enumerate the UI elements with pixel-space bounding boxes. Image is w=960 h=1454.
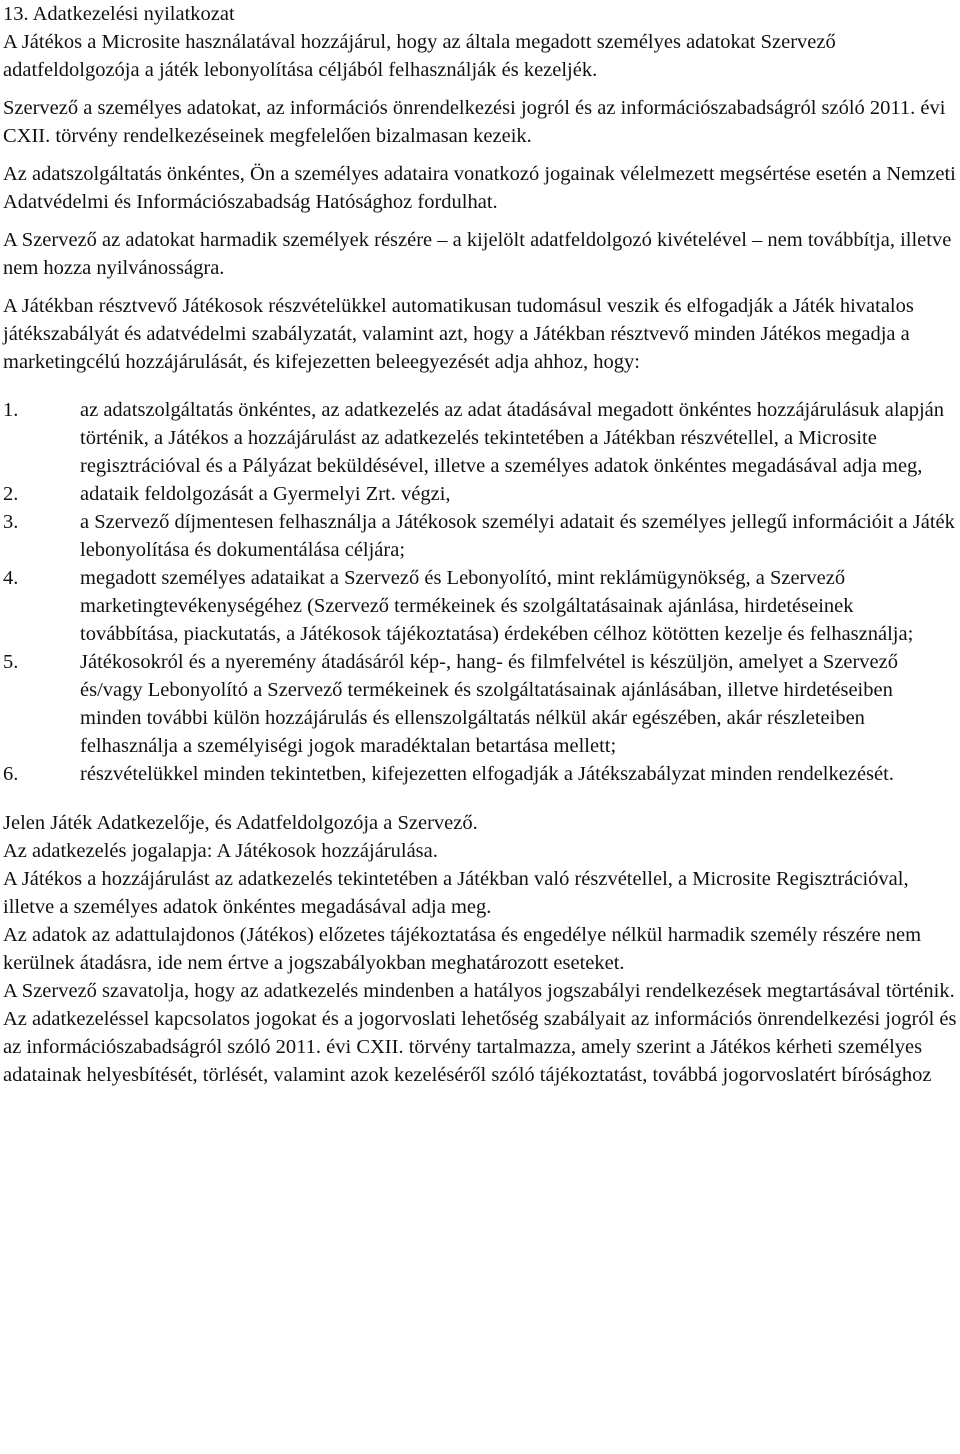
list-item-number: 5. [3, 651, 19, 673]
list-item [3, 508, 957, 564]
paragraph-consent: A Játékban résztvevő Játékosok részvételükkel automatikusan tudomásul veszik és elfogadják a Játék hivatalos játékszabályát és adatvédelmi szabályzatát, valamint azt, hogy a Játékban résztvevő minden Játékos megadja a marketingcélú hozzájárulását, és kifejezetten beleegyezését adja ahhoz, hogy: [3, 295, 914, 373]
list-item-text: megadott személyes adataikat a Szervező és Lebonyolító, mint reklámügynökség, a Szervező marketingtevékenységéhez (Szervező termékeinek és szolgáltatásainak ajánlása, hirdetéseinek továbbítása, piackutatás, a Játékosok tájékoztatása) érdekében célhoz kötötten kezelje és felhasználja; [80, 567, 914, 645]
list-item-number: 3. [3, 511, 19, 533]
paragraph-third-parties: A Szervező az adatokat harmadik személyek részére – a kijelölt adatfeldolgozó kivételével – nem továbbítja, illetve nem hozza nyilvánosságra. [3, 229, 952, 279]
paragraph-voluntary: Az adatszolgáltatás önkéntes, Ön a személyes adataira vonatkozó jogainak vélelmezett megsértése esetén a Nemzeti Adatvédelmi és Információszabadság Hatósághoz fordulhat. [3, 163, 956, 213]
list-item-number: 1. [3, 399, 19, 421]
section-title: 13. Adatkezelési nyilatkozat [3, 3, 235, 25]
closing-compliance: A Szervező szavatolja, hogy az adatkezelés mindenben a hatályos jogszabályi rendelkezések megtartásával történik. Az adatkezeléssel kapcsolatos jogokat és a jogorvoslati lehetőség szabályait az információs önrendelkezési jogról és az információszabadságról szóló 2011. évi CXII. törvény tartalmazza, amely szerint a Játékos kérheti személyes adatainak helyesbítését, törlését, valamint azok kezeléséről szóló tájékoztatást, továbbá jogorvoslatért bírósághoz [3, 979, 957, 1086]
list-item [3, 480, 957, 508]
closing-consent-method: A Játékos a hozzájárulást az adatkezelés tekintetében a Játékban való részvétellel, a Microsite Regisztrációval, illetve a személyes adatok önkéntes megadásával adja meg. [3, 867, 909, 918]
list-item [3, 396, 957, 480]
list-item-number: 6. [3, 763, 19, 785]
list-item-number: 2. [3, 483, 19, 505]
list-item [3, 648, 957, 760]
list-item-text: a Szervező díjmentesen felhasználja a Játékosok személyi adatait és személyes jellegű információit a Játék lebonyolítása és dokumentálása céljára; [80, 511, 955, 561]
list-item-text: az adatszolgáltatás önkéntes, az adatkezelés az adat átadásával megadott önkéntes hozzájárulásuk alapján történik, a Játékos a hozzájárulást az adatkezelés tekintetében a Játékban részvétellel, a Microsite regisztrációval és a Pályázat beküldésével, illetve a személyes adatok önkéntes megadásával adja meg, [80, 399, 944, 477]
closing-block [3, 809, 957, 1089]
list-item [3, 564, 957, 648]
list-item-text: részvételükkel minden tekintetben, kifejezetten elfogadják a Játékszabályzat minden rendelkezését. [80, 763, 894, 785]
document-page [3, 0, 957, 1089]
intro-paragraph: A Játékos a Microsite használatával hozzájárul, hogy az általa megadott személyes adatokat Szervező adatfeldolgozója a játék lebonyolítása céljából felhasználják és kezeljék. [3, 31, 836, 81]
consent-list [3, 396, 957, 788]
list-item-text: adataik feldolgozását a Gyermelyi Zrt. végzi, [80, 483, 451, 505]
list-item [3, 760, 957, 788]
closing-no-transfer: Az adatok az adattulajdonos (Játékos) előzetes tájékoztatása és engedélye nélkül harmadik személy részére nem kerülnek átadásra, ide nem értve a jogszabályokban meghatározott eseteket. [3, 923, 922, 974]
closing-controller: Jelen Játék Adatkezelője, és Adatfeldolgozója a Szervező. [3, 811, 478, 834]
list-item-text: Játékosokról és a nyeremény átadásáról kép-, hang- és filmfelvétel is készüljön, amelyet a Szervező és/vagy Lebonyolító a Szervező termékeinek és szolgáltatásainak ajánlásában, illetve hirdetéseiben minden további külön hozzájárulás és ellenszolgáltatás nélkül akár egészében, akár részleteiben felhasználja a személyiségi jogok maradéktalan betartása mellett; [80, 651, 898, 757]
closing-legal-basis: Az adatkezelés jogalapja: A Játékosok hozzájárulása. [3, 839, 438, 862]
paragraph-confidential: Szervező a személyes adatokat, az információs önrendelkezési jogról és az információszabadságról szóló 2011. évi CXII. törvény rendelkezéseinek megfelelően bizalmasan kezeik. [3, 97, 946, 147]
list-item-number: 4. [3, 567, 19, 589]
